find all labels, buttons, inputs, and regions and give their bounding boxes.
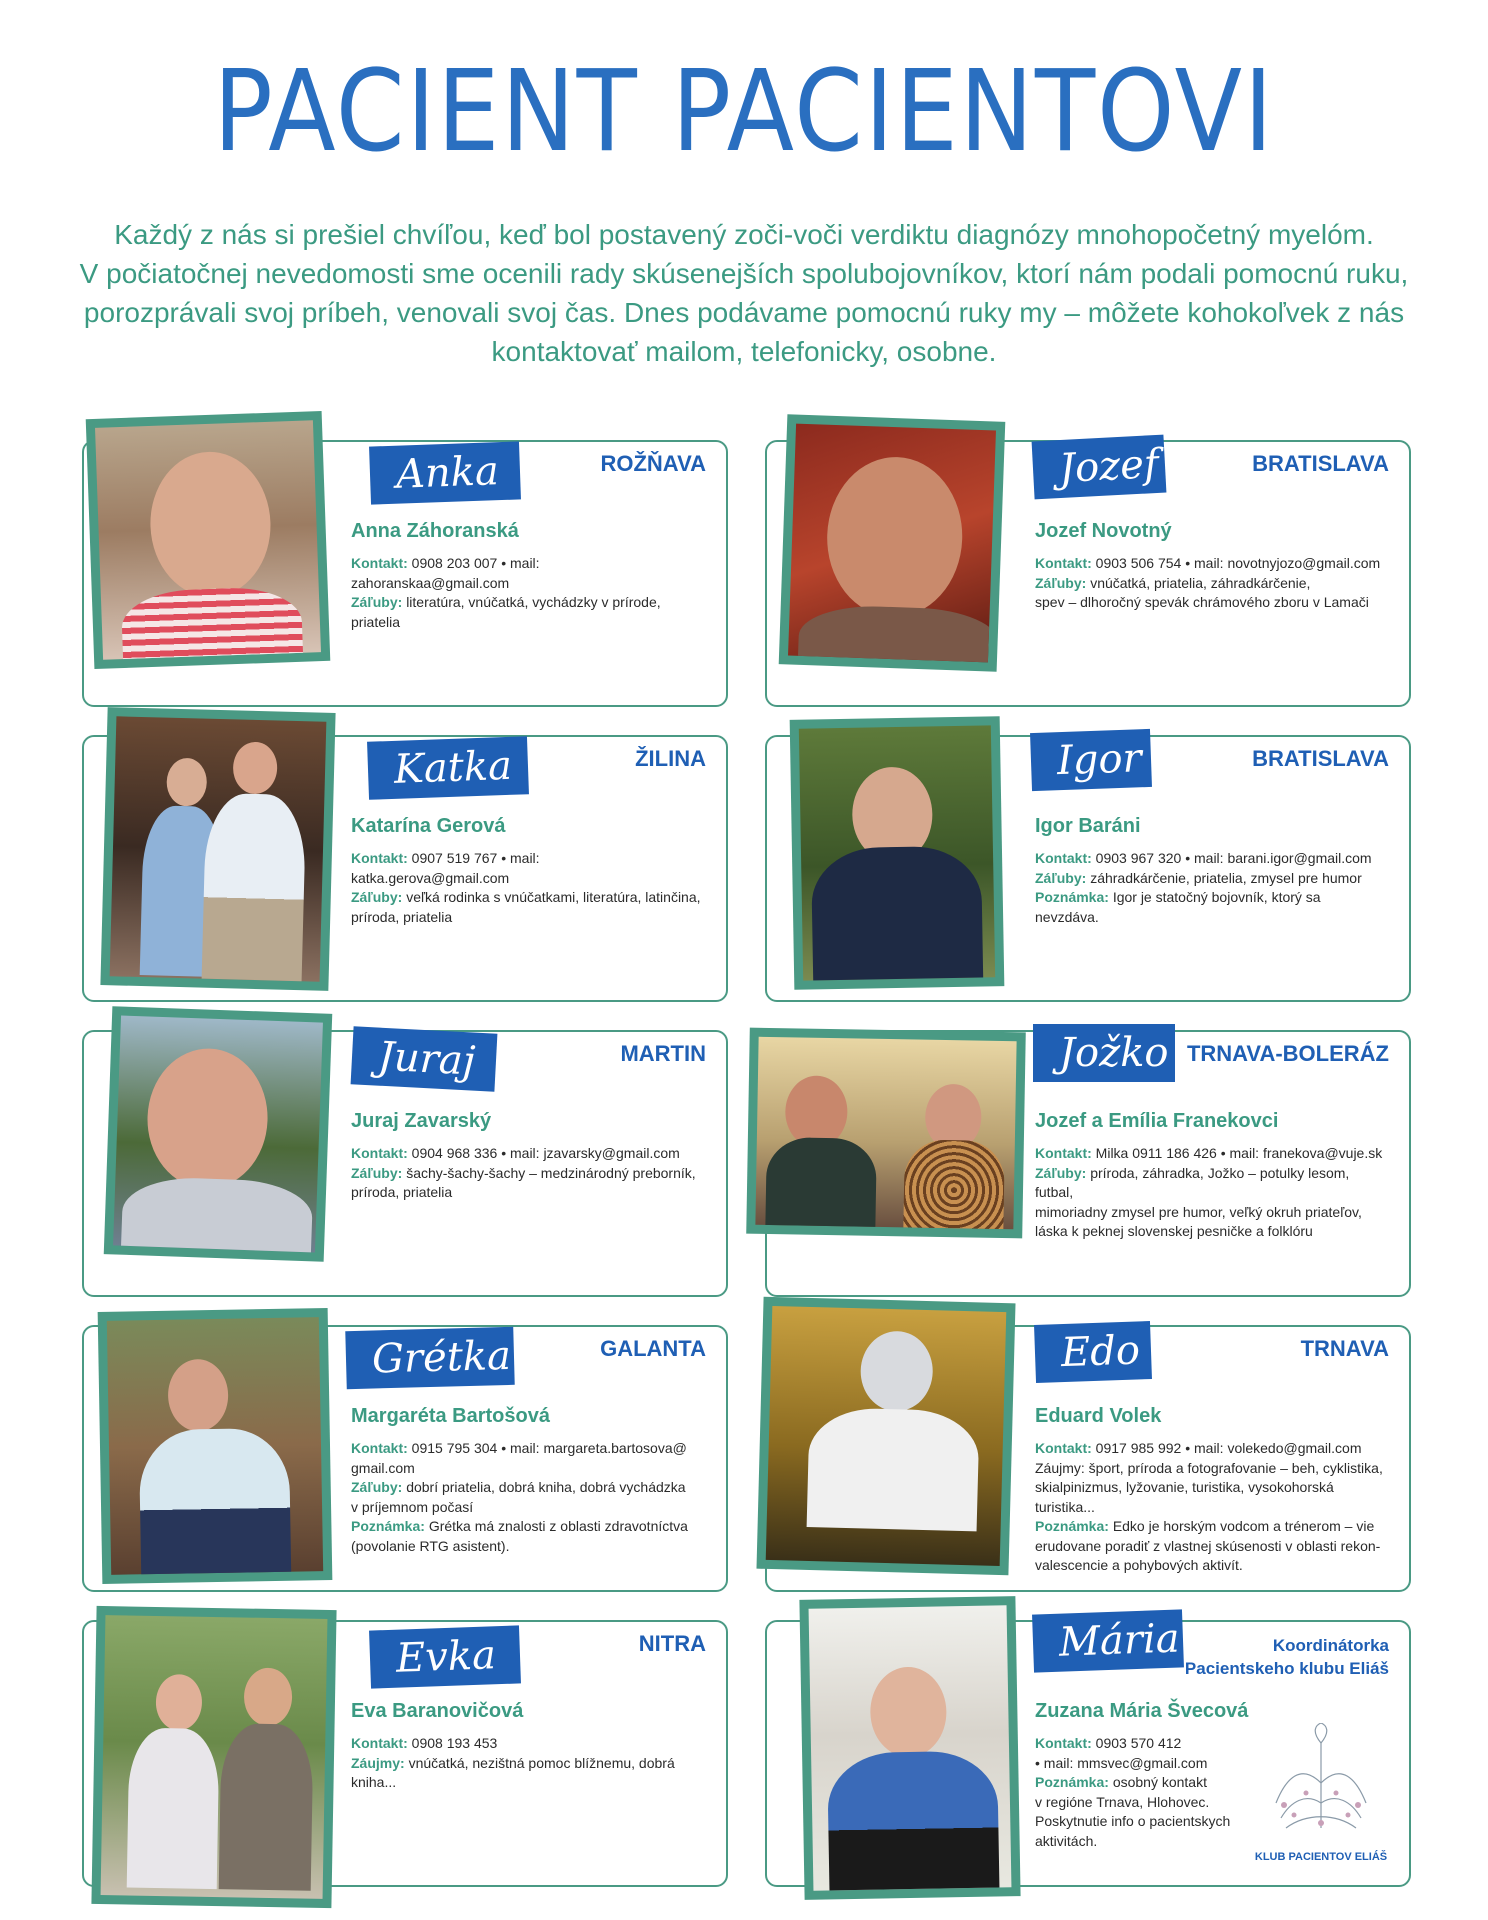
note-value: Grétka má znalosti z oblasti zdravotníctva	[428, 1518, 688, 1534]
nickname-tag: Edo	[1034, 1321, 1152, 1383]
contact-value: 0907 519 767 • mail: katka.gerova@gmail.com	[351, 850, 540, 886]
photo-maria	[799, 1596, 1020, 1900]
interests-value: Záujmy: šport, príroda a fotografovanie – beh, cyklistika,	[1035, 1459, 1383, 1476]
person-info: Kontakt: 0903 506 754 • mail: novotnyjozo@gmail.com Záľuby: vnúčatká, priatelia, záhradkárčenie, spev – dlhoročný spevák chrámového zboru v Lamači	[1035, 554, 1385, 613]
contact-value: 0903 967 320 • mail: barani.igor@gmail.com	[1095, 850, 1372, 866]
hobbies-value: mimoriadny zmysel pre humor, veľký okruh priateľov,	[1035, 1203, 1362, 1220]
person-name: Eva Baranovičová	[351, 1700, 524, 1722]
city-label: GALANTA	[600, 1336, 706, 1361]
hobbies-value: v príjemnom počasí	[351, 1498, 474, 1515]
hobbies-value: vnúčatká, priatelia, záhradkárčenie,	[1090, 574, 1311, 591]
nickname-tag: Juraj	[351, 1026, 498, 1091]
city-label: BRATISLAVA	[1252, 746, 1389, 771]
hobbies-value: láska k peknej slovenskej pesničke a folklóru	[1035, 1223, 1313, 1239]
contact-value: 0908 203 007 • mail: zahoranskaa@gmail.com	[351, 555, 540, 591]
hobbies-value: príroda, priatelia	[351, 908, 453, 925]
note-value: Igor je statočný bojovník, ktorý sa nevzdáva.	[1035, 889, 1321, 925]
contact-value: • mail: mmsvec@gmail.com	[1035, 1754, 1208, 1771]
intro-line: kontaktovať mailom, telefonicky, osobne.	[491, 336, 997, 367]
city-label: ŽILINA	[635, 746, 706, 771]
hobbies-value: príroda, priatelia	[351, 1184, 453, 1200]
person-info: Kontakt: 0904 968 336 • mail: jzavarsky@gmail.com Záľuby: šachy-šachy-šachy – medzinárodný preborník, príroda, priatelia	[351, 1144, 701, 1203]
contact-value: 0904 968 336 • mail: jzavarsky@gmail.com	[411, 1145, 680, 1161]
photo-anka	[86, 411, 331, 669]
contact-value: 0908 193 453	[411, 1735, 498, 1751]
person-name: Jozef a Emília Franekovci	[1035, 1110, 1279, 1132]
person-name: Eduard Volek	[1035, 1405, 1162, 1427]
city-label: TRNAVA	[1300, 1336, 1389, 1361]
nickname-tag: Katka	[367, 736, 529, 800]
note-value: osobný kontakt	[1112, 1774, 1207, 1790]
photo-edo	[756, 1297, 1015, 1576]
hobbies-value: literatúra, vnúčatká, vychádzky v prírode, priatelia	[351, 594, 661, 630]
person-name: Jozef Novotný	[1035, 520, 1172, 542]
intro-line: V počiatočnej nevedomosti sme ocenili rady skúsenejších spolubojovníkov, ktorí nám podali pomocnú ruku,	[79, 258, 1409, 289]
logo-caption: KLUB PACIENTOV ELIÁŠ	[1254, 1851, 1388, 1863]
interests-value: vnúčatká, nezištná pomoc blížnemu, dobrá	[408, 1754, 675, 1771]
photo-katka	[100, 707, 335, 991]
photo-igor	[790, 716, 1005, 990]
nickname-tag: Evka	[369, 1625, 521, 1688]
contact-value: 0917 985 992 • mail: volekedo@gmail.com	[1095, 1440, 1362, 1456]
contact-value: Milka 0911 186 426 • mail: franekova@vuje.sk	[1095, 1145, 1383, 1161]
person-info: Kontakt: 0908 203 007 • mail: zahoranskaa@gmail.com Záľuby: literatúra, vnúčatká, vychádzky v prírode, priatelia	[351, 555, 661, 630]
contact-value: 0915 795 304 • mail: margareta.bartosova@	[411, 1440, 687, 1456]
nickname-tag: Anka	[369, 441, 521, 504]
intro-line: porozprávali svoj príbeh, venovali svoj čas. Dnes podávame pomocnú ruky my – môžete kohokoľvek z nás	[83, 297, 1405, 328]
city-label: NITRA	[638, 1631, 706, 1656]
city-label: MARTIN	[620, 1041, 706, 1066]
person-name: Katarína Gerová	[351, 815, 506, 837]
hobbies-value: veľká rodinka s vnúčatkami, literatúra, latinčina,	[406, 889, 701, 905]
person-info: Kontakt: 0917 985 992 • mail: volekedo@gmail.com Záujmy: šport, príroda a fotografovanie – beh, cyklistika, skialpinizmus, lyžovanie, turistika, vysokohorská turistika... Poznámka: Edko je horským vodcom a trénerom – vie erudovane poradiť z vlastnej skúsenosti v oblasti rekon- valescencie a pohybových aktivít.	[1035, 1439, 1385, 1576]
note-value: erudovane poradiť z vlastnej skúsenosti v oblasti rekon-	[1035, 1537, 1381, 1554]
photo-jozko	[746, 1028, 1026, 1239]
person-name: Zuzana Mária Švecová	[1035, 1700, 1249, 1722]
photo-juraj	[104, 1006, 333, 1262]
intro-line: Každý z nás si prešiel chvíľou, keď bol postavený zoči-voči verdiktu diagnózy mnohopočetný myelóm.	[114, 219, 1374, 250]
nickname-tag: Mária	[1032, 1609, 1184, 1672]
photo-evka	[91, 1606, 336, 1908]
nickname-tag: Jozef	[1032, 435, 1167, 500]
note-value: aktivitách.	[1035, 1832, 1098, 1849]
note-value: v regióne Trnava, Hlohovec.	[1035, 1793, 1210, 1810]
person-name: Anna Záhoranská	[351, 520, 519, 542]
intro-text	[70, 215, 1418, 371]
city-label: ROŽŇAVA	[600, 451, 706, 476]
hobbies-value: záhradkárčenie, priatelia, zmysel pre humor	[1090, 869, 1362, 886]
flower-logo-icon	[1266, 1723, 1376, 1835]
city-label: Koordinátorka Pacientskeho klubu Eliáš	[1184, 1636, 1389, 1678]
person-info: Kontakt: 0903 967 320 • mail: barani.igor@gmail.com Záľuby: záhradkárčenie, priatelia, zmysel pre humor Poznámka: Igor je statočný bojovník, ktorý sa nevzdáva.	[1035, 850, 1372, 925]
person-info: Kontakt: 0907 519 767 • mail: katka.gerova@gmail.com Záľuby: veľká rodinka s vnúčatkami, literatúra, latinčina, príroda, priatelia	[351, 849, 701, 927]
person-info: Kontakt: Milka 0911 186 426 • mail: franekova@vuje.sk Záľuby: príroda, záhradka, Jožko – potulky lesom, futbal, mimoriadny zmysel pre humor, veľký okruh priateľov, láska k peknej slovenskej pesničke a folklóru	[1035, 1144, 1385, 1242]
city-label: TRNAVA-BOLERÁZ	[1186, 1041, 1389, 1066]
contact-value: gmail.com	[351, 1459, 415, 1476]
page-title: PACIENT PACIENTOVI	[213, 47, 1275, 177]
nickname-tag: Grétka	[345, 1327, 514, 1389]
hobbies-value: šachy-šachy-šachy – medzinárodný preborník,	[406, 1164, 696, 1181]
photo-jozef	[779, 414, 1006, 671]
person-info: Kontakt: 0908 193 453 Záujmy: vnúčatká, nezištná pomoc blížnemu, dobrá kniha...	[351, 1734, 701, 1793]
interests-value: skialpinizmus, lyžovanie, turistika, vysokohorská turistika...	[1035, 1479, 1334, 1515]
person-info: Kontakt: 0915 795 304 • mail: margareta.bartosova@ gmail.com Záľuby: dobrí priatelia, dobrá kniha, dobrá vychádzka v príjemnom počasí Poznámka: Grétka má znalosti z oblasti zdravotníctva (povolanie RTG asistent).	[351, 1439, 701, 1556]
person-info: Kontakt: 0903 570 412 • mail: mmsvec@gmail.com Poznámka: osobný kontakt v regióne Trnava, Hlohovec. Poskytnutie info o pacientskych aktivitách.	[1035, 1734, 1255, 1851]
note-value: Poskytnutie info o pacientskych	[1035, 1813, 1231, 1829]
contact-value: 0903 570 412	[1095, 1735, 1182, 1751]
contact-value: 0903 506 754 • mail: novotnyjozo@gmail.com	[1095, 555, 1381, 571]
nickname-tag: Igor	[1030, 729, 1152, 791]
person-name: Juraj Zavarský	[351, 1110, 492, 1132]
person-name: Margaréta Bartošová	[351, 1405, 550, 1427]
photo-gretka	[98, 1308, 333, 1584]
hobbies-value: dobrí priatelia, dobrá kniha, dobrá vychádzka	[406, 1479, 686, 1495]
city-label: BRATISLAVA	[1252, 451, 1389, 476]
note-value: valescencie a pohybových aktivít.	[1035, 1557, 1243, 1573]
klub-elias-logo	[1251, 1723, 1391, 1863]
note-value: Edko je horským vodcom a trénerom – vie	[1112, 1518, 1375, 1534]
interests-value: kniha...	[351, 1774, 397, 1790]
hobbies-value: príroda, záhradka, Jožko – potulky lesom, futbal,	[1035, 1164, 1350, 1200]
hobbies-value: spev – dlhoročný spevák chrámového zboru v Lamači	[1035, 594, 1369, 610]
note-value: (povolanie RTG asistent).	[351, 1537, 510, 1554]
person-name: Igor Baráni	[1035, 815, 1141, 837]
nickname-tag: Jožko	[1033, 1024, 1175, 1082]
